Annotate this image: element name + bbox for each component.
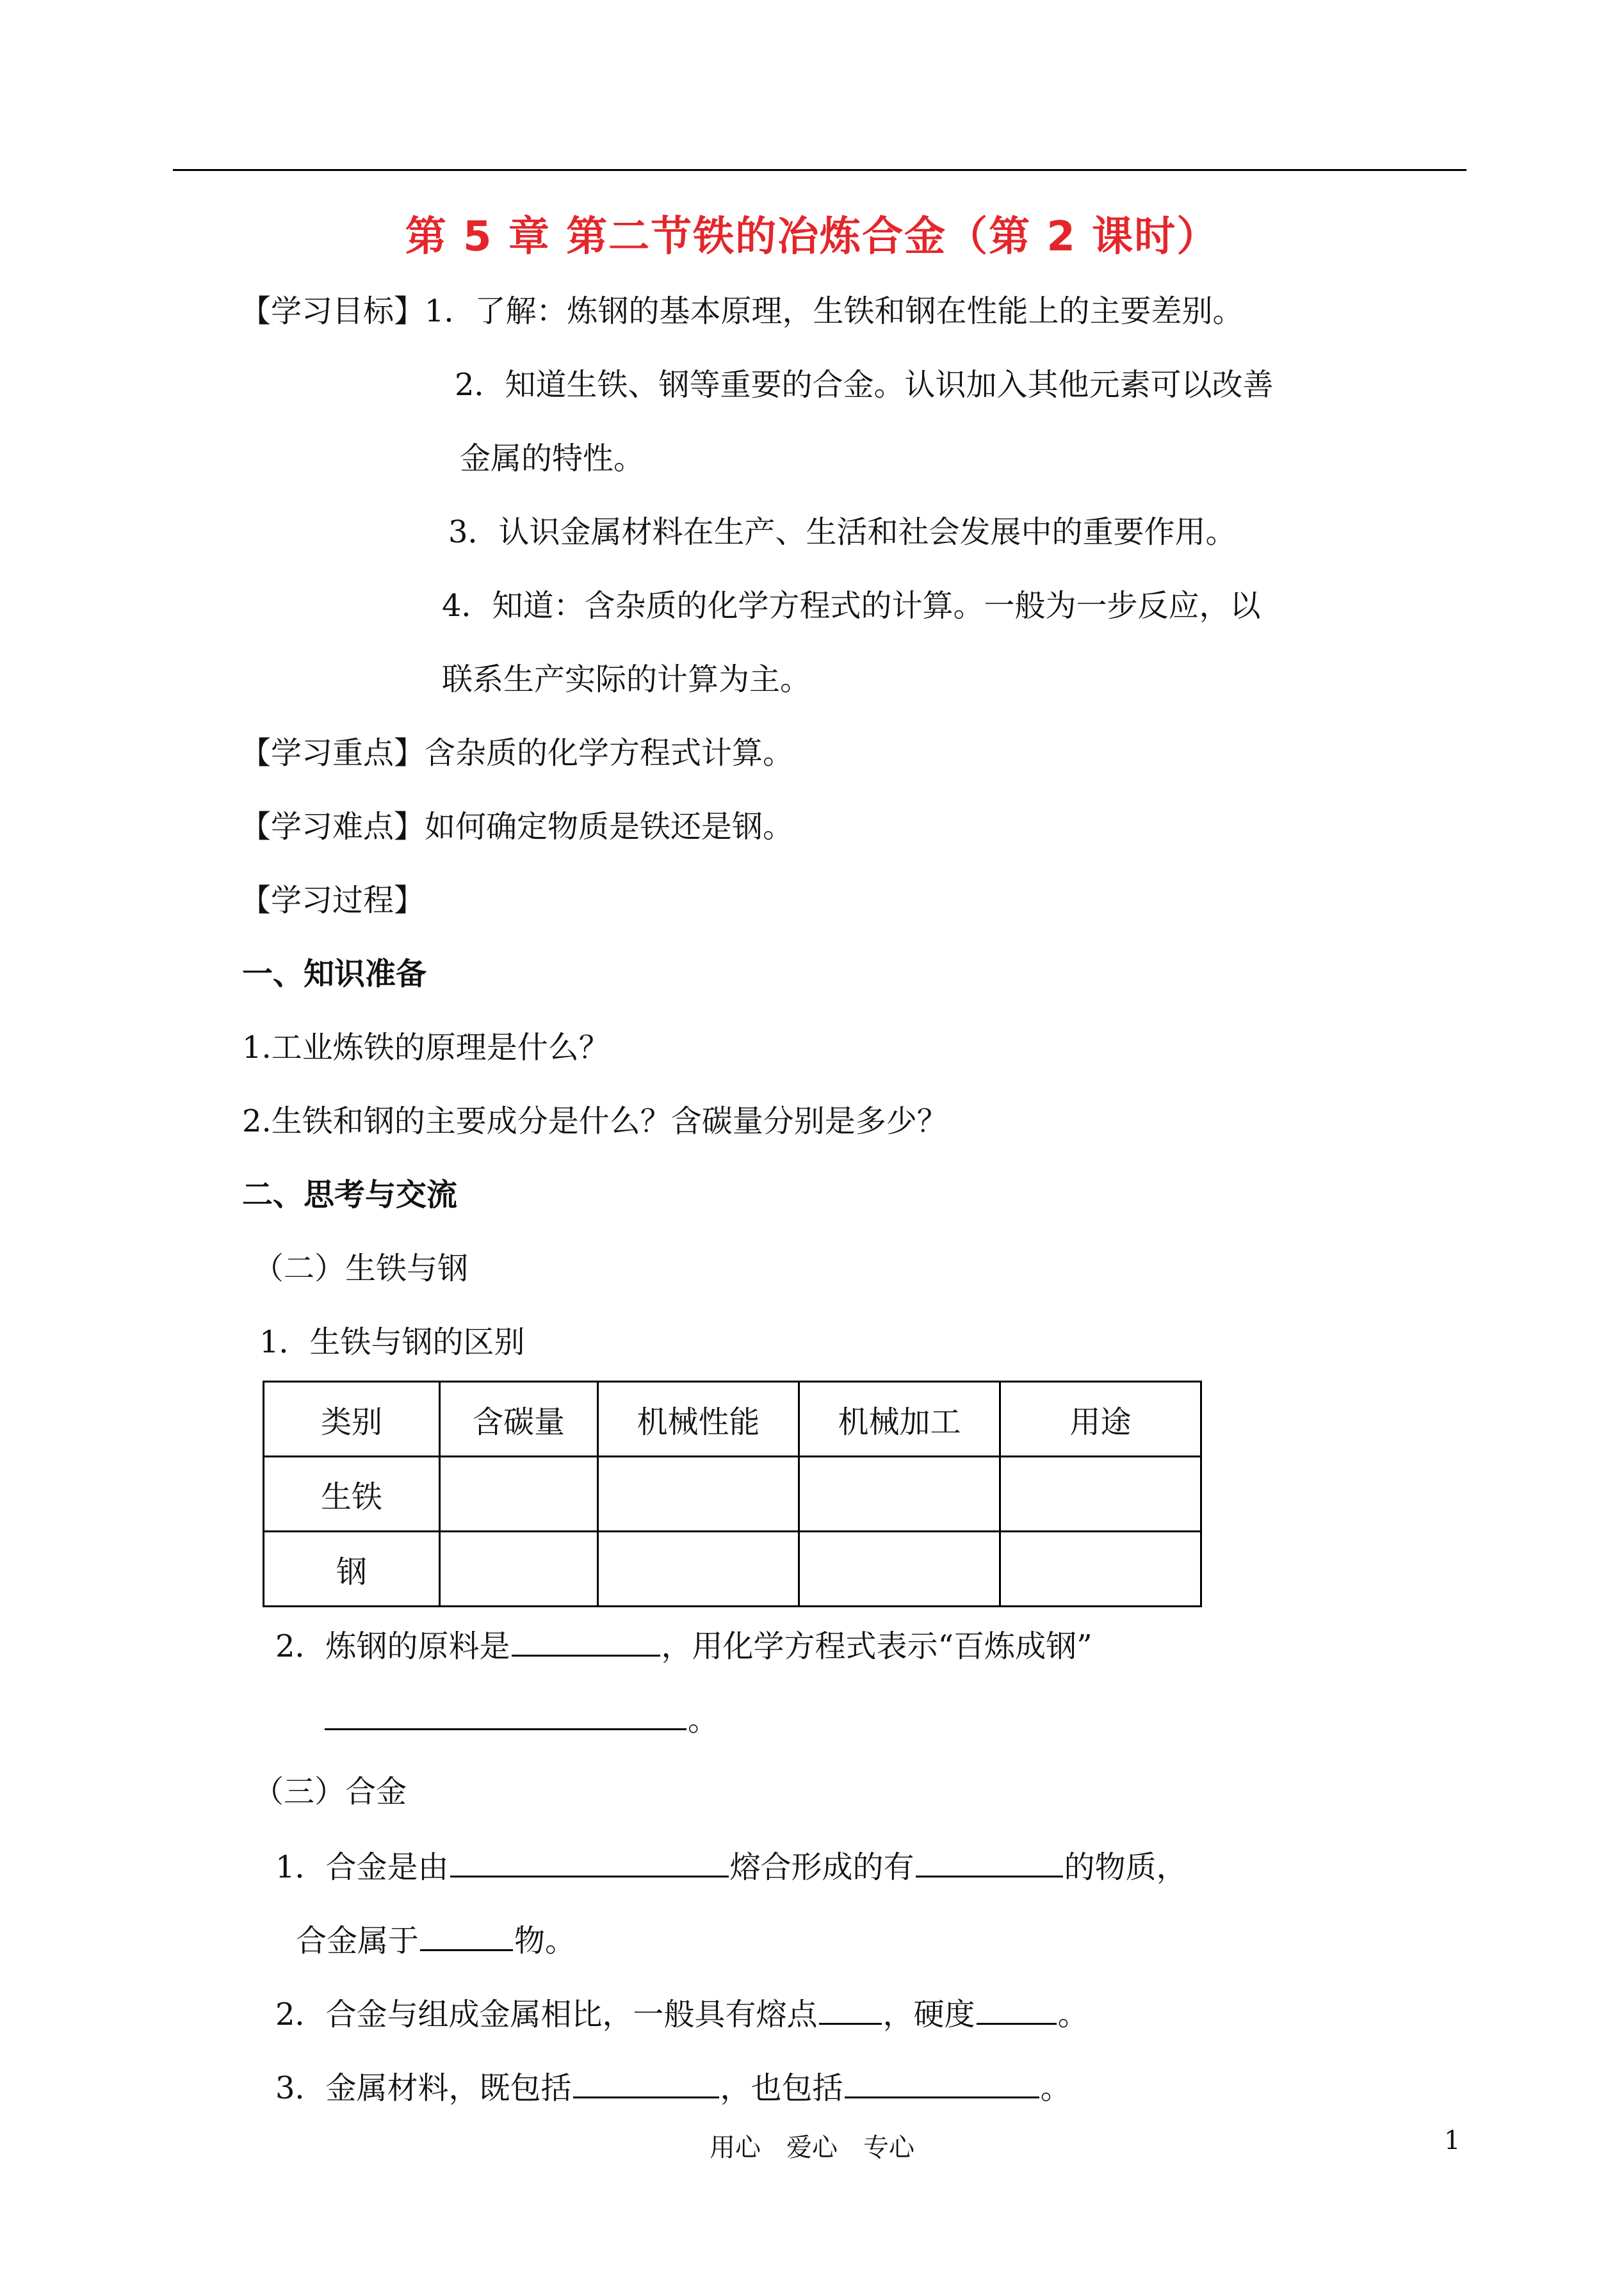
question-1: 1.工业炼铁的原理是什么？ xyxy=(242,1030,610,1066)
table-cell[interactable] xyxy=(598,1457,799,1532)
blank-alloy-components[interactable] xyxy=(450,1847,729,1877)
table-cell[interactable] xyxy=(1000,1457,1201,1532)
objective-1: 1．了解：炼钢的基本原理，生铁和钢在性能上的主要差别。 xyxy=(425,293,1244,329)
text: 。 xyxy=(1040,2070,1071,2106)
text: 2．合金与组成金属相比，一般具有熔点 xyxy=(275,1997,818,2032)
objective-4-cont: 联系生产实际的计算为主。 xyxy=(442,661,811,697)
section1-heading: 一、知识准备 xyxy=(242,956,427,992)
alloy-item-3 xyxy=(275,2068,1071,2106)
process-label: 【学习过程】 xyxy=(240,882,425,918)
objective-2: 2．知道生铁、钢等重要的合金。认识加入其他元素可以改善 xyxy=(455,367,1274,403)
key-point: 【学习重点】含杂质的化学方程式计算。 xyxy=(240,735,794,771)
text: ，用化学方程式表示“百炼成钢” xyxy=(661,1628,1092,1664)
difficulty: 【学习难点】如何确定物质是铁还是钢。 xyxy=(240,809,794,845)
objective-3: 3．认识金属材料在生产、生活和社会发展中的重要作用。 xyxy=(448,514,1237,550)
text: 。 xyxy=(1057,1997,1089,2032)
section2-heading: 二、思考与交流 xyxy=(242,1177,458,1213)
table-cell[interactable] xyxy=(598,1532,799,1607)
objective-2-cont: 金属的特性。 xyxy=(460,441,645,476)
text: 1．合金是由 xyxy=(275,1849,449,1885)
objective-4: 4．知道：含杂质的化学方程式的计算。一般为一步反应，以 xyxy=(442,588,1261,624)
alloy-item-2 xyxy=(275,1995,1089,2032)
table-header: 用途 xyxy=(1000,1382,1201,1457)
text: 3．金属材料，既包括 xyxy=(275,2070,572,2106)
page-title: 第 5 章 第二节铁的冶炼合金（第 2 课时） xyxy=(405,213,1219,261)
text: 。 xyxy=(688,1702,719,1738)
objectives-line-1 xyxy=(240,293,1244,329)
table-header-row xyxy=(264,1382,1201,1457)
blank-alloy-type[interactable] xyxy=(420,1921,513,1951)
table-header: 机械性能 xyxy=(598,1382,799,1457)
table-cell[interactable] xyxy=(799,1457,1000,1532)
table-header: 机械加工 xyxy=(799,1382,1000,1457)
table-cell[interactable] xyxy=(440,1457,598,1532)
page-number: 1 xyxy=(1444,2126,1461,2155)
table-cell[interactable] xyxy=(799,1532,1000,1607)
text: 熔合形成的有 xyxy=(729,1849,914,1885)
header-rule xyxy=(173,169,1466,171)
table-cell[interactable] xyxy=(1000,1532,1201,1607)
blank-melting-point[interactable] xyxy=(819,1995,882,2025)
alloy-item-1 xyxy=(275,1847,1187,1885)
text: 合金属于 xyxy=(296,1923,419,1959)
alloy-item-1-cont xyxy=(296,1921,576,1959)
item-steel-material xyxy=(275,1626,1092,1664)
blank-hardness[interactable] xyxy=(977,1995,1057,2025)
text: 物。 xyxy=(514,1923,576,1959)
question-2: 2.生铁和钢的主要成分是什么？含碳量分别是多少？ xyxy=(242,1103,948,1139)
table-cell[interactable] xyxy=(440,1532,598,1607)
item-steel-equation xyxy=(323,1700,719,1738)
objectives-label: 【学习目标】 xyxy=(240,293,425,329)
iron-steel-table xyxy=(263,1381,1202,1607)
subsection-iron-steel: （二）生铁与钢 xyxy=(253,1251,469,1286)
text: 2．炼钢的原料是 xyxy=(275,1628,510,1664)
footer-motto: 用心 爱心 专心 xyxy=(710,2133,914,2162)
table-header: 类别 xyxy=(264,1382,440,1457)
table-row-label: 生铁 xyxy=(264,1457,440,1532)
table-row xyxy=(264,1532,1201,1607)
table-header: 含碳量 xyxy=(440,1382,598,1457)
blank-material-1[interactable] xyxy=(573,2068,719,2098)
table-row-label: 钢 xyxy=(264,1532,440,1607)
item-difference: 1．生铁与钢的区别 xyxy=(259,1324,525,1360)
blank-alloy-property[interactable] xyxy=(916,1847,1063,1877)
blank-equation[interactable] xyxy=(325,1700,686,1730)
table-row xyxy=(264,1457,1201,1532)
blank-material-2[interactable] xyxy=(845,2068,1039,2098)
subsection-alloy: （三）合金 xyxy=(253,1774,407,1810)
blank-material[interactable] xyxy=(512,1626,660,1657)
text: ，硬度 xyxy=(882,1997,975,2032)
text: 的物质， xyxy=(1064,1849,1187,1885)
text: ，也包括 xyxy=(720,2070,843,2106)
